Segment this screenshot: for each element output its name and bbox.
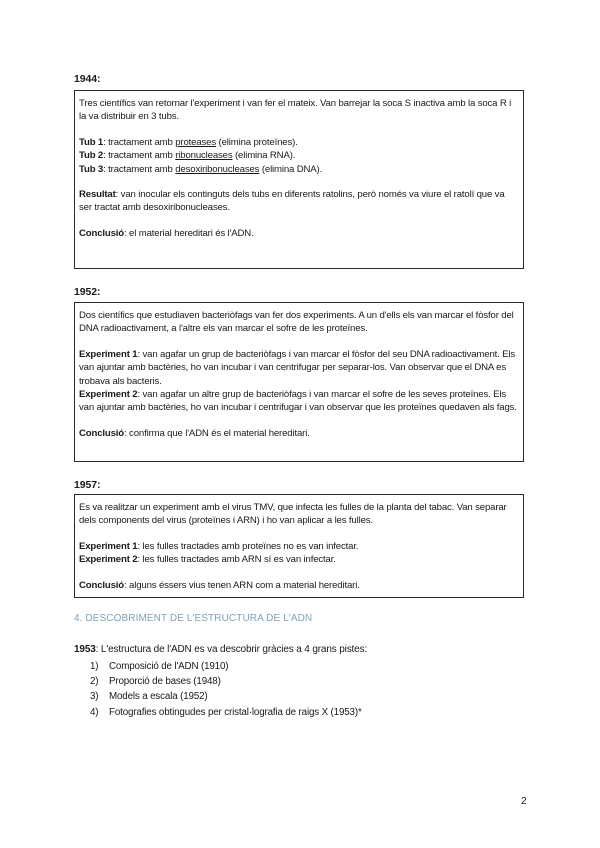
result-label: Resultat bbox=[79, 189, 116, 201]
tub2-label: Tub 2 bbox=[79, 150, 104, 162]
result-text: : van inocular els continguts dels tubs en diferents ratolins, però només va viure el ratolí que va ser tractat amb desoxiribonucleases. bbox=[79, 189, 505, 214]
clues-list bbox=[90, 659, 362, 720]
list-item-text: Fotografies obtingudes per cristal·lografia de raigs X (1953)* bbox=[109, 706, 362, 718]
experiment2-label: Experiment 2 bbox=[79, 554, 138, 566]
tub1-line bbox=[79, 136, 519, 149]
experiment1-label: Experiment 1 bbox=[79, 348, 138, 360]
tub3-line bbox=[79, 163, 519, 176]
tub3-label: Tub 3 bbox=[79, 163, 104, 175]
list-item-number: 3) bbox=[90, 691, 99, 703]
intro-1957: Es va realitzar un experiment amb el virus TMV, que infecta les fulles de la planta del tabac. Van separar dels components del virus (proteïnes i ARN) i ho van aplicar a les fulles. bbox=[79, 502, 507, 527]
year-heading-1944: 1944: bbox=[74, 73, 101, 85]
box-1944 bbox=[74, 90, 524, 269]
list-item-text: Models a escala (1952) bbox=[109, 691, 208, 703]
list-item bbox=[90, 659, 362, 674]
intro-1952: Dos científics que estudiaven bacteriòfags van fer dos experiments. A un d'ells els van marcar el fòsfor del DNA radioactivament, a l'altre els van marcar el sofre de les proteïnes. bbox=[79, 310, 514, 335]
experiment2-label: Experiment 2 bbox=[79, 389, 138, 401]
list-item-number: 4) bbox=[90, 706, 99, 718]
list-item bbox=[90, 705, 362, 720]
conclusion-1944 bbox=[79, 227, 519, 240]
tub3-enzyme: desoxiribonucleases bbox=[175, 163, 260, 175]
list-item-number: 2) bbox=[90, 676, 99, 688]
tub3-pre: : tractament amb bbox=[103, 163, 176, 175]
intro-1944: Tres científics van retornar l'experiment i van fer el mateix. Van barrejar la soca S inactiva amb la soca R i la va distribuir en 3 tubs. bbox=[79, 98, 512, 123]
conclusion-label: Conclusió bbox=[79, 427, 125, 439]
list-item-text: Proporció de bases (1948) bbox=[109, 676, 221, 688]
conclusion-text: : confirma que l'ADN és el material hereditari. bbox=[124, 427, 310, 439]
tub2-pre: : tractament amb bbox=[103, 150, 176, 162]
list-item-text: Composició de l'ADN (1910) bbox=[109, 661, 229, 672]
section-intro-text: : L'estructura de l'ADN es va descobrir gràcies a 4 grans pistes: bbox=[95, 644, 368, 655]
experiment1-label: Experiment 1 bbox=[79, 540, 138, 552]
list-item-number: 1) bbox=[90, 661, 99, 672]
experiment1-text: : van agafar un grup de bacteriòfags i van marcar el fòsfor del seu DNA radioactivament. Els van ajuntar amb bactèries, ho van incubar i van centrifugar per separar-los. Van observar que el DNA es trobava als bacteris. bbox=[79, 348, 516, 387]
tub1-pre: : tractament amb bbox=[103, 136, 176, 148]
section-title: 4. DESCOBRIMENT DE L'ESTRUCTURA DE L'ADN bbox=[74, 613, 313, 624]
tub2-post: (elimina RNA). bbox=[232, 150, 296, 162]
section-intro bbox=[74, 644, 367, 655]
conclusion-text: : alguns éssers vius tenen ARN com a material hereditari. bbox=[124, 579, 360, 591]
tub1-label: Tub 1 bbox=[79, 136, 104, 148]
box-1957 bbox=[74, 494, 524, 598]
experiment1-1957 bbox=[79, 540, 519, 553]
page-number: 2 bbox=[521, 796, 527, 807]
tub1-post: (elimina proteïnes). bbox=[216, 136, 298, 148]
experiment2-text: : les fulles tractades amb ARN sí es van infectar. bbox=[137, 554, 336, 566]
tub2-enzyme: ribonucleases bbox=[175, 150, 233, 162]
experiment2-text: : van agafar un altre grup de bacteriòfags i van marcar el sofre de les seves proteïnes. Els van ajuntar amb bactèries, ho van incubar i centrifugar i van observar que les proteïnes quedaven als fags. bbox=[79, 389, 517, 414]
experiment2-1957 bbox=[79, 553, 519, 566]
box-1952 bbox=[74, 302, 524, 462]
year-heading-1957: 1957: bbox=[74, 479, 101, 491]
conclusion-text: : el material hereditari és l'ADN. bbox=[124, 227, 254, 239]
conclusion-1957 bbox=[79, 579, 519, 592]
experiment1-1952 bbox=[79, 348, 519, 388]
experiment2-1952 bbox=[79, 388, 519, 415]
result-1944 bbox=[79, 188, 519, 215]
tub1-enzyme: proteases bbox=[175, 136, 217, 148]
section-year: 1953 bbox=[74, 644, 96, 655]
conclusion-label: Conclusió bbox=[79, 227, 125, 239]
tub3-post: (elimina DNA). bbox=[259, 163, 323, 175]
list-item bbox=[90, 674, 362, 689]
year-heading-1952: 1952: bbox=[74, 286, 101, 298]
experiment1-text: : les fulles tractades amb proteïnes no es van infectar. bbox=[137, 540, 359, 552]
list-item bbox=[90, 689, 362, 704]
conclusion-1952 bbox=[79, 427, 519, 440]
conclusion-label: Conclusió bbox=[79, 579, 125, 591]
tub2-line bbox=[79, 149, 519, 162]
